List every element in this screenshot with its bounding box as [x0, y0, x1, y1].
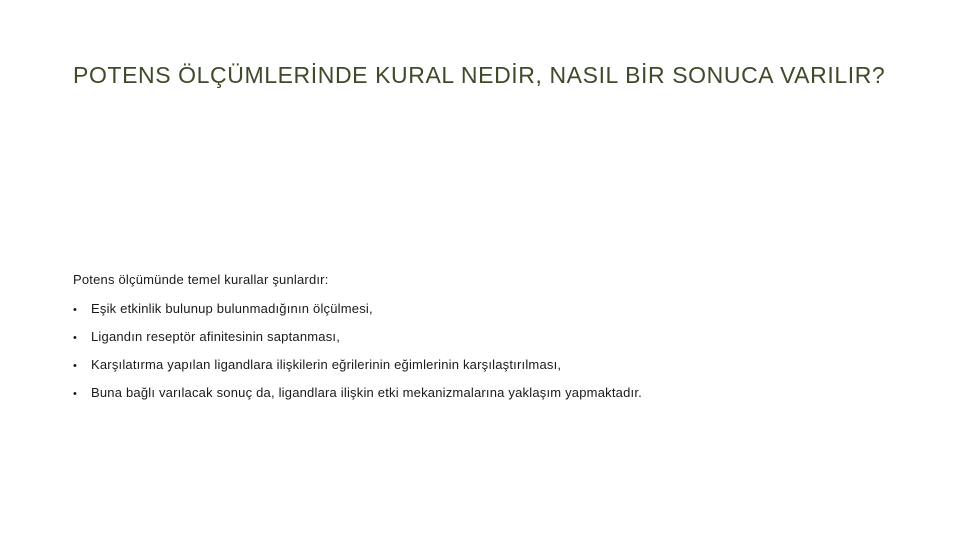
slide-title: POTENS ÖLÇÜMLERİNDE KURAL NEDİR, NASIL BİR SONUCA VARILIR?: [73, 62, 886, 88]
bullet-icon: •: [73, 388, 78, 400]
list-item: [73, 385, 893, 413]
bullet-text: Eşik etkinlik bulunup bulunmadığının ölçülmesi,: [91, 301, 373, 316]
bullet-icon: •: [73, 332, 78, 344]
bullet-text: Karşılatırma yapılan ligandlara ilişkilerin eğrilerinin eğimlerinin karşılaştırılması,: [91, 357, 562, 372]
slide-content: [73, 272, 893, 413]
bullet-text: Buna bağlı varılacak sonuç da, ligandlara ilişkin etki mekanizmalarına yaklaşım yapmaktadır.: [91, 385, 642, 400]
intro-text: Potens ölçümünde temel kurallar şunlardır:: [73, 272, 329, 287]
bullet-text: Ligandın reseptör afinitesinin saptanması,: [91, 329, 341, 344]
list-item: [73, 329, 893, 357]
bullet-list: [73, 301, 893, 413]
list-item: [73, 301, 893, 329]
list-item: [73, 357, 893, 385]
bullet-icon: •: [73, 360, 78, 372]
bullet-icon: •: [73, 304, 78, 316]
